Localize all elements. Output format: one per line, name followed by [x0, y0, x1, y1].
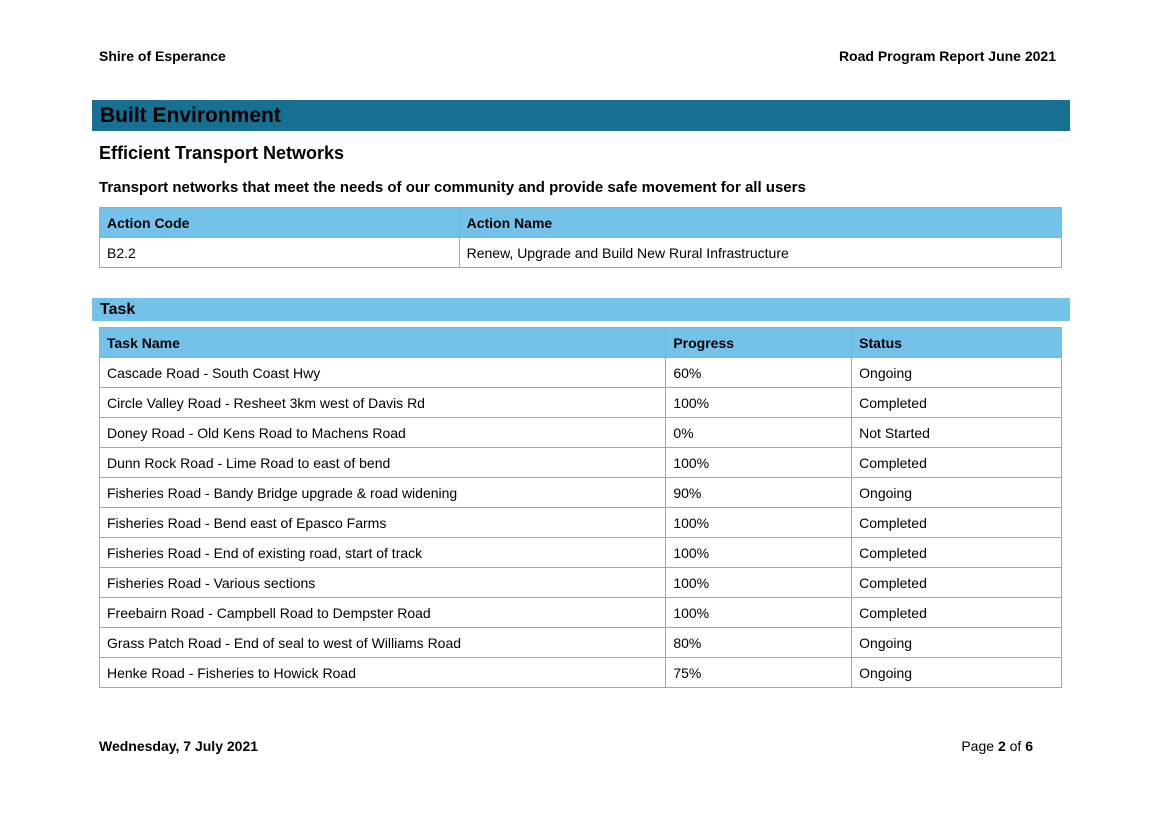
- action-name-cell: Renew, Upgrade and Build New Rural Infrastructure: [459, 238, 1061, 268]
- task-progress-cell: 60%: [666, 358, 852, 388]
- task-name-cell: Henke Road - Fisheries to Howick Road: [100, 658, 666, 688]
- task-row: [100, 598, 1062, 628]
- task-row: [100, 508, 1062, 538]
- action-table-row: [100, 238, 1062, 268]
- task-progress-cell: 100%: [666, 448, 852, 478]
- task-name-header: Task Name: [100, 328, 666, 358]
- task-progress-cell: 100%: [666, 538, 852, 568]
- task-progress-cell: 75%: [666, 658, 852, 688]
- page-of-word: of: [1009, 738, 1022, 754]
- task-name-cell: Fisheries Road - Bandy Bridge upgrade & road widening: [100, 478, 666, 508]
- task-row: [100, 448, 1062, 478]
- task-status-cell: Completed: [852, 508, 1062, 538]
- progress-header: Progress: [666, 328, 852, 358]
- report-title: Road Program Report June 2021: [838, 48, 1056, 64]
- task-status-cell: Ongoing: [852, 358, 1062, 388]
- page-word: Page: [961, 738, 995, 754]
- action-name-header: Action Name: [459, 208, 1061, 238]
- action-code-header: Action Code: [100, 208, 460, 238]
- task-status-cell: Completed: [852, 598, 1062, 628]
- report-date: Wednesday, 7 July 2021: [99, 738, 259, 754]
- task-status-cell: Completed: [852, 568, 1062, 598]
- task-row: [100, 568, 1062, 598]
- task-name-cell: Fisheries Road - End of existing road, start of track: [100, 538, 666, 568]
- task-name-cell: Freebairn Road - Campbell Road to Dempster Road: [100, 598, 666, 628]
- task-status-cell: Ongoing: [852, 658, 1062, 688]
- task-progress-cell: 100%: [666, 568, 852, 598]
- page-number: [961, 738, 1033, 754]
- section-title-bar: Built Environment: [92, 100, 1070, 131]
- task-name-cell: Circle Valley Road - Resheet 3km west of Davis Rd: [100, 388, 666, 418]
- task-row: [100, 628, 1062, 658]
- task-status-cell: Not Started: [852, 418, 1062, 448]
- task-progress-cell: 90%: [666, 478, 852, 508]
- action-code-cell: B2.2: [100, 238, 460, 268]
- task-status-cell: Completed: [852, 448, 1062, 478]
- task-row: [100, 478, 1062, 508]
- task-table: [99, 327, 1062, 688]
- task-table-header: [100, 328, 1062, 358]
- task-name-cell: Cascade Road - South Coast Hwy: [100, 358, 666, 388]
- status-header: Status: [852, 328, 1062, 358]
- task-row: [100, 358, 1062, 388]
- task-status-cell: Completed: [852, 388, 1062, 418]
- section-subtitle: Efficient Transport Networks: [99, 143, 345, 163]
- task-name-cell: Grass Patch Road - End of seal to west of Williams Road: [100, 628, 666, 658]
- task-status-cell: Ongoing: [852, 628, 1062, 658]
- action-table-header: [100, 208, 1062, 238]
- task-status-cell: Completed: [852, 538, 1062, 568]
- task-name-cell: Doney Road - Old Kens Road to Machens Road: [100, 418, 666, 448]
- task-progress-cell: 100%: [666, 598, 852, 628]
- section-description: Transport networks that meet the needs of our community and provide safe movement for all users: [99, 179, 806, 196]
- task-row: [100, 538, 1062, 568]
- task-row: [100, 418, 1062, 448]
- task-progress-cell: 100%: [666, 508, 852, 538]
- page-current: 2: [997, 738, 1006, 754]
- task-section-bar: Task: [92, 298, 1070, 321]
- action-table: [99, 207, 1062, 268]
- task-row: [100, 388, 1062, 418]
- page-header: [99, 48, 1056, 68]
- task-progress-cell: 0%: [666, 418, 852, 448]
- task-name-cell: Dunn Rock Road - Lime Road to east of bend: [100, 448, 666, 478]
- task-status-cell: Ongoing: [852, 478, 1062, 508]
- task-progress-cell: 80%: [666, 628, 852, 658]
- task-progress-cell: 100%: [666, 388, 852, 418]
- task-row: [100, 658, 1062, 688]
- organization-name: Shire of Esperance: [99, 48, 226, 64]
- page-total: 6: [1025, 738, 1033, 754]
- task-name-cell: Fisheries Road - Various sections: [100, 568, 666, 598]
- task-name-cell: Fisheries Road - Bend east of Epasco Farms: [100, 508, 666, 538]
